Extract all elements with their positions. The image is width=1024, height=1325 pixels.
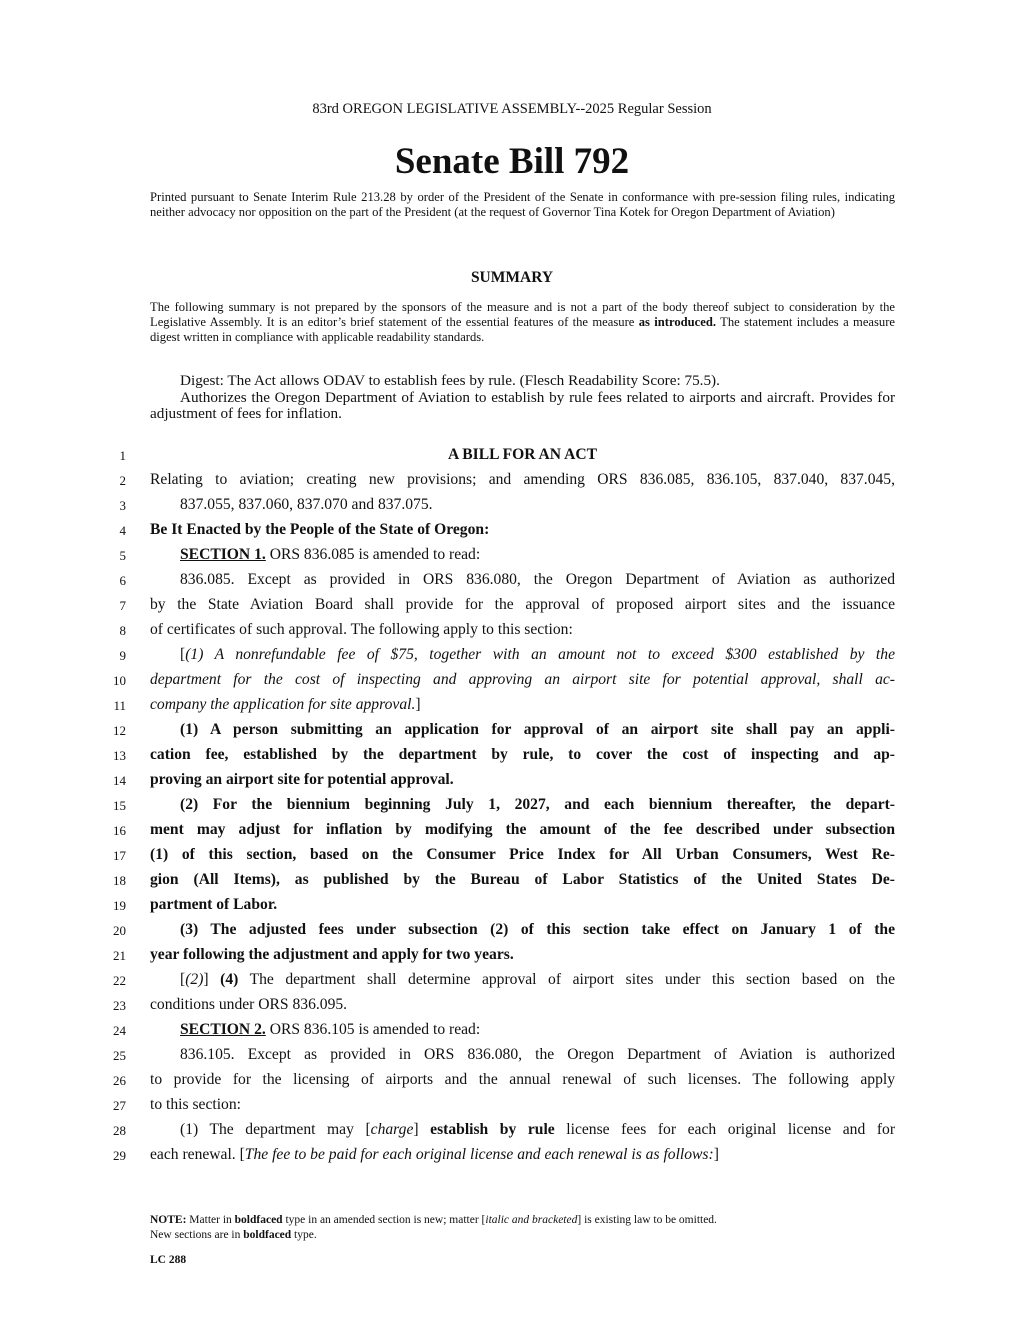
bill-line: 837.055, 837.060, 837.070 and 837.075. xyxy=(180,496,433,513)
line-number: 1 xyxy=(119,448,126,463)
new-text-line: (1) A person submitting an application for approval of an airport site shall pay an appli- xyxy=(180,721,895,738)
bill-line: by the State Aviation Board shall provide for the approval of proposed airport sites and the issuance xyxy=(150,596,895,613)
line-number: 9 xyxy=(119,648,126,663)
line-number: 6 xyxy=(119,573,126,588)
digest xyxy=(150,373,895,423)
new-text-line: (1) of this section, based on the Consumer Price Index for All Urban Consumers, West Re- xyxy=(150,846,895,863)
new-text-line: (2) For the biennium beginning July 1, 2027, and each biennium thereafter, the depart- xyxy=(180,796,895,813)
summary-text: The following summary is not prepared by the sponsors of the measure and is not a part of the body thereof subject to consideration by the Legislative Assembly. It is an editor’s brief statement of the essential features of the measure as introduced. The statement includes a measure digest written in compliance with applicable readability standards. xyxy=(150,300,895,344)
line-number: 20 xyxy=(113,923,126,938)
line-number: 24 xyxy=(113,1023,126,1038)
line-number: 12 xyxy=(113,723,126,738)
preamble: Printed pursuant to Senate Interim Rule 213.28 by order of the President of the Senate in conformance with pre-session filing rules, indicating neither advocacy nor opposition on the part of the President (at the request of Governor Tina Kotek for Oregon Department of Aviation) xyxy=(150,190,895,219)
line-number: 4 xyxy=(119,523,126,538)
bill-line: [(2)] (4) The department shall determine approval of airport sites under this section based on the xyxy=(180,971,895,988)
deleted-text-line: [(1) A nonrefundable fee of $75, together with an amount not to exceed $300 established by the xyxy=(180,646,895,663)
new-text-line: gion (All Items), as published by the Bureau of Labor Statistics of the United States De- xyxy=(150,871,895,888)
line-number: 7 xyxy=(119,598,126,613)
line-number: 29 xyxy=(113,1148,126,1163)
bill-heading: A BILL FOR AN ACT xyxy=(447,446,598,463)
line-number: 17 xyxy=(113,848,126,863)
line-number: 16 xyxy=(113,823,126,838)
line-number: 26 xyxy=(113,1073,126,1088)
new-text-line: partment of Labor. xyxy=(150,896,278,913)
line-number: 19 xyxy=(113,898,126,913)
line-number: 2 xyxy=(119,473,126,488)
new-text-line: cation fee, established by the department by rule, to cover the cost of inspecting and ap- xyxy=(150,746,895,763)
bill-line: 836.105. Except as provided in ORS 836.080, the Oregon Department of Aviation is authorized xyxy=(180,1046,895,1063)
new-text-line: ment may adjust for inflation by modifying the amount of the fee described under subsection xyxy=(150,821,895,838)
lc-number: LC 288 xyxy=(150,1254,187,1266)
deleted-text-line: company the application for site approval.] xyxy=(150,696,421,713)
bill-line: of certificates of such approval. The following apply to this section: xyxy=(150,621,573,638)
line-number: 23 xyxy=(113,998,126,1013)
session-header: 83rd OREGON LEGISLATIVE ASSEMBLY--2025 Regular Session xyxy=(312,101,712,117)
deleted-text-line: department for the cost of inspecting and approving an airport site for potential approval, shall ac- xyxy=(150,671,895,688)
line-number: 18 xyxy=(113,873,126,888)
line-number: 3 xyxy=(119,498,126,513)
section-heading: SECTION 1. ORS 836.085 is amended to read: xyxy=(180,546,481,563)
line-number: 22 xyxy=(113,973,126,988)
section-heading: SECTION 2. ORS 836.105 is amended to read: xyxy=(180,1021,481,1038)
new-text-line: (3) The adjusted fees under subsection (2) of this section take effect on January 1 of the xyxy=(180,921,895,938)
summary-heading: SUMMARY xyxy=(470,269,554,286)
line-number: 14 xyxy=(113,773,126,788)
digest-line: Digest: The Act allows ODAV to establish fees by rule. (Flesch Readability Score: 75.5). xyxy=(180,372,720,389)
bill-title: Senate Bill 792 xyxy=(394,141,630,182)
line-number: 11 xyxy=(113,698,126,713)
footnote: NOTE: Matter in boldfaced type in an amended section is new; matter [italic and bracketed] is existing law to be omitted. New sections are in boldfaced type. xyxy=(150,1214,717,1241)
line-number: 8 xyxy=(119,623,126,638)
section-label: SECTION 2. xyxy=(180,1021,266,1038)
line-number: 5 xyxy=(119,548,126,563)
line-number: 10 xyxy=(113,673,126,688)
new-text-line: year following the adjustment and apply for two years. xyxy=(150,946,514,963)
line-number: 27 xyxy=(113,1098,126,1113)
bill-line: conditions under ORS 836.095. xyxy=(150,996,348,1013)
line-number: 28 xyxy=(113,1123,126,1138)
line-number: 25 xyxy=(113,1048,126,1063)
enacting-clause: Be It Enacted by the People of the State of Oregon: xyxy=(150,521,490,538)
bill-line: each renewal. [The fee to be paid for each original license and each renewal is as follows:] xyxy=(150,1146,719,1163)
digest-body: Authorizes the Oregon Department of Aviation to establish by rule fees related to airports and aircraft. Provides for adjustment of fees for inflation. xyxy=(150,388,895,422)
section-label: SECTION 1. xyxy=(180,546,266,563)
bill-line: (1) The department may [charge] establish by rule license fees for each original license and for xyxy=(180,1121,895,1138)
new-text-line: proving an airport site for potential approval. xyxy=(150,771,454,788)
bill-line: to provide for the licensing of airports and the annual renewal of such licenses. The following apply xyxy=(150,1071,895,1088)
bill-line: 836.085. Except as provided in ORS 836.080, the Oregon Department of Aviation as authorized xyxy=(180,571,895,588)
line-number: 13 xyxy=(113,748,126,763)
line-number: 15 xyxy=(113,798,126,813)
line-number: 21 xyxy=(113,948,126,963)
bill-line: Relating to aviation; creating new provisions; and amending ORS 836.085, 836.105, 837.040, 837.045, xyxy=(150,471,895,488)
bill-line: to this section: xyxy=(150,1096,241,1113)
